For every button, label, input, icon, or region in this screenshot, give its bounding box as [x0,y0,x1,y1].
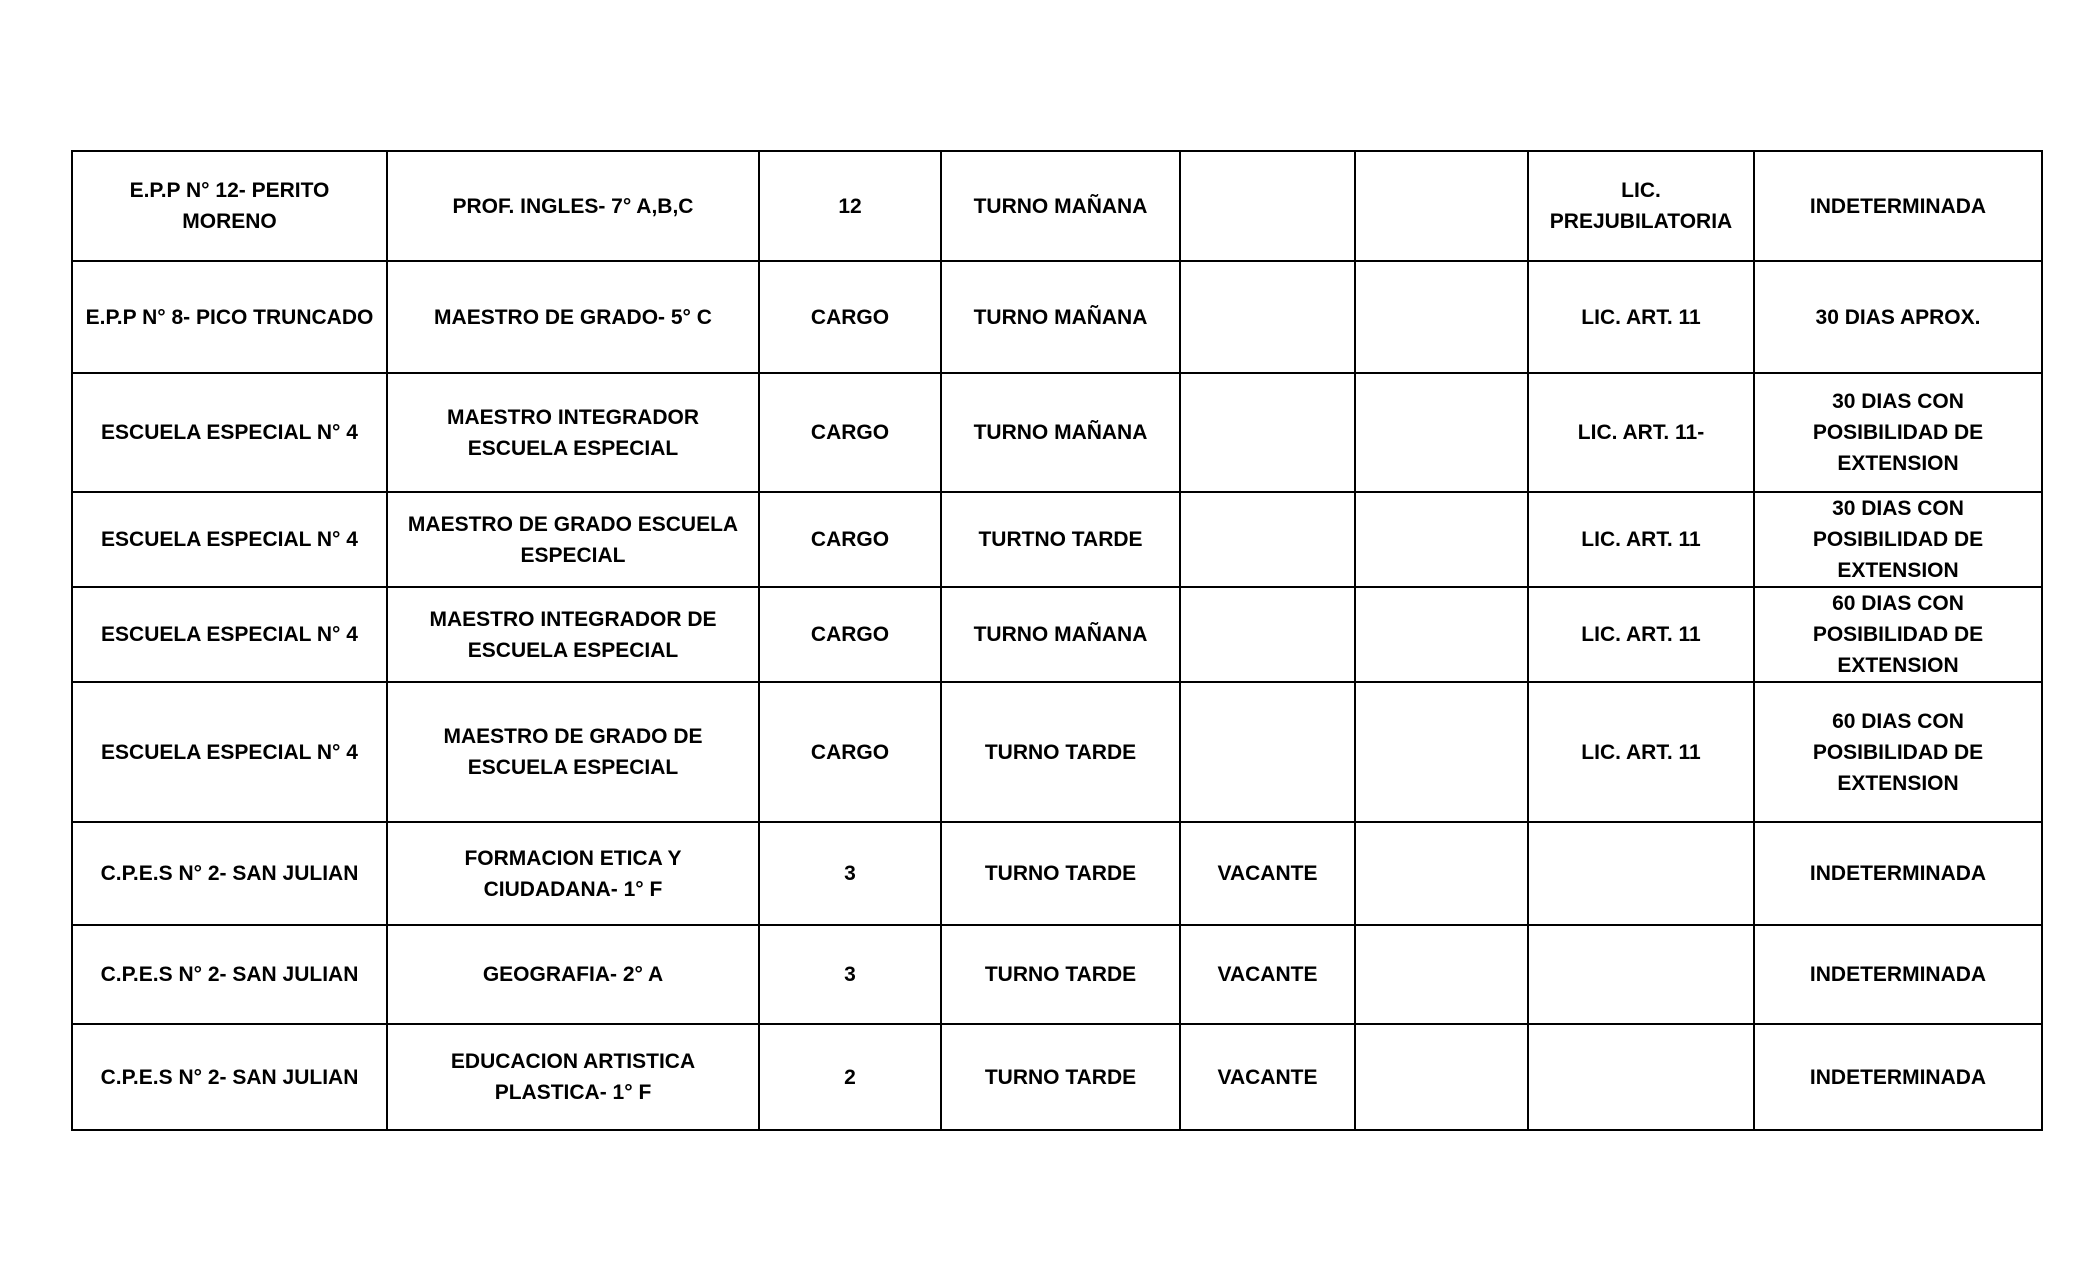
school-cell: ESCUELA ESPECIAL N° 4 [72,682,387,822]
hours-cell: CARGO [759,373,941,492]
status-cell: VACANTE [1180,1024,1355,1130]
table-row [72,925,2042,1024]
position-cell: MAESTRO DE GRADO DE ESCUELA ESPECIAL [387,682,759,822]
shift-cell: TURNO TARDE [941,682,1180,822]
school-cell: C.P.E.S N° 2- SAN JULIAN [72,925,387,1024]
empty-cell [1355,261,1528,373]
status-cell: VACANTE [1180,822,1355,925]
position-cell: EDUCACION ARTISTICA PLASTICA- 1° F [387,1024,759,1130]
table-row [72,822,2042,925]
status-cell [1180,587,1355,682]
table-row [72,373,2042,492]
position-cell: MAESTRO INTEGRADOR DE ESCUELA ESPECIAL [387,587,759,682]
duration-cell: INDETERMINADA [1754,1024,2042,1130]
status-cell [1180,151,1355,261]
hours-cell: 12 [759,151,941,261]
duration-cell: INDETERMINADA [1754,151,2042,261]
duration-cell: INDETERMINADA [1754,925,2042,1024]
empty-cell [1355,822,1528,925]
position-cell: MAESTRO DE GRADO- 5° C [387,261,759,373]
shift-cell: TURNO TARDE [941,925,1180,1024]
position-cell: MAESTRO DE GRADO ESCUELA ESPECIAL [387,492,759,587]
leave-type-cell: LIC. ART. 11 [1528,682,1754,822]
hours-cell: 2 [759,1024,941,1130]
leave-type-cell: LIC. ART. 11 [1528,492,1754,587]
table-row [72,151,2042,261]
empty-cell [1355,151,1528,261]
status-cell [1180,492,1355,587]
school-cell: ESCUELA ESPECIAL N° 4 [72,587,387,682]
hours-cell: CARGO [759,682,941,822]
empty-cell [1355,1024,1528,1130]
leave-type-cell: LIC. PREJUBILATORIA [1528,151,1754,261]
hours-cell: CARGO [759,261,941,373]
position-cell: FORMACION ETICA Y CIUDADANA- 1° F [387,822,759,925]
table-row [72,261,2042,373]
table-row [72,682,2042,822]
school-cell: C.P.E.S N° 2- SAN JULIAN [72,822,387,925]
position-cell: MAESTRO INTEGRADOR ESCUELA ESPECIAL [387,373,759,492]
duration-cell: 30 DIAS APROX. [1754,261,2042,373]
shift-cell: TURNO MAÑANA [941,151,1180,261]
empty-cell [1355,587,1528,682]
duration-cell: 30 DIAS CON POSIBILIDAD DE EXTENSION [1754,492,2042,587]
status-cell: VACANTE [1180,925,1355,1024]
shift-cell: TURNO TARDE [941,1024,1180,1130]
duration-cell: 60 DIAS CON POSIBILIDAD DE EXTENSION [1754,587,2042,682]
empty-cell [1355,492,1528,587]
school-cell: C.P.E.S N° 2- SAN JULIAN [72,1024,387,1130]
school-cell: ESCUELA ESPECIAL N° 4 [72,373,387,492]
position-cell: PROF. INGLES- 7° A,B,C [387,151,759,261]
table-row [72,492,2042,587]
leave-type-cell [1528,1024,1754,1130]
duration-cell: INDETERMINADA [1754,822,2042,925]
status-cell [1180,682,1355,822]
vacancies-table [71,150,2043,1131]
position-cell: GEOGRAFIA- 2° A [387,925,759,1024]
shift-cell: TURNO MAÑANA [941,261,1180,373]
empty-cell [1355,682,1528,822]
empty-cell [1355,925,1528,1024]
duration-cell: 30 DIAS CON POSIBILIDAD DE EXTENSION [1754,373,2042,492]
table-row [72,587,2042,682]
duration-cell: 60 DIAS CON POSIBILIDAD DE EXTENSION [1754,682,2042,822]
leave-type-cell [1528,925,1754,1024]
table-row [72,1024,2042,1130]
leave-type-cell: LIC. ART. 11 [1528,587,1754,682]
hours-cell: CARGO [759,587,941,682]
school-cell: E.P.P N° 8- PICO TRUNCADO [72,261,387,373]
empty-cell [1355,373,1528,492]
hours-cell: 3 [759,822,941,925]
shift-cell: TURNO TARDE [941,822,1180,925]
status-cell [1180,261,1355,373]
leave-type-cell [1528,822,1754,925]
shift-cell: TURNO MAÑANA [941,587,1180,682]
hours-cell: CARGO [759,492,941,587]
status-cell [1180,373,1355,492]
shift-cell: TURTNO TARDE [941,492,1180,587]
leave-type-cell: LIC. ART. 11 [1528,261,1754,373]
school-cell: ESCUELA ESPECIAL N° 4 [72,492,387,587]
school-cell: E.P.P N° 12- PERITO MORENO [72,151,387,261]
leave-type-cell: LIC. ART. 11- [1528,373,1754,492]
shift-cell: TURNO MAÑANA [941,373,1180,492]
hours-cell: 3 [759,925,941,1024]
